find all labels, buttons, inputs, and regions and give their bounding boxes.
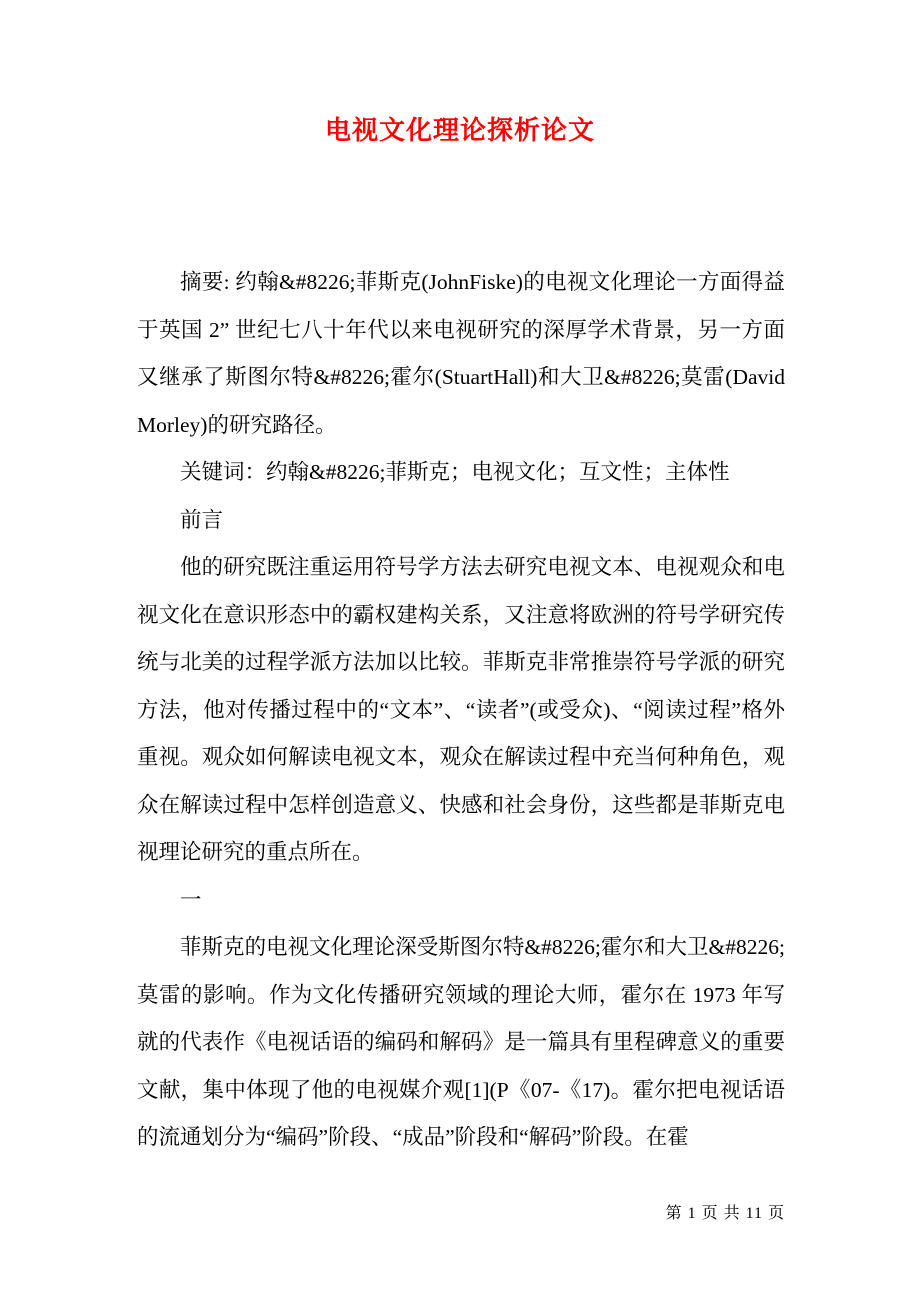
paragraph-foreword-body: 他的研究既注重运用符号学方法去研究电视文本、电视观众和电视文化在意识形态中的霸权建构关系，又注意将欧洲的符号学研究传统与北美的过程学派方法加以比较。菲斯克非常推崇符号学派的研究方法，他对传播过程中的“文本”、“读者”(或受众)、“阅读过程”格外重视。观众如何解读电视文本，观众在解读过程中充当何种角色，观众在解读过程中怎样创造意义、快感和社会身份，这些都是菲斯克电视理论研究的重点所在。 [137, 555, 785, 864]
paragraph-foreword-heading: 前言 [180, 507, 224, 532]
paragraph-section-one-body: 菲斯克的电视文化理论深受斯图尔特&#8226;霍尔和大卫&#8226;莫雷的影响。作为文化传播研究领域的理论大师，霍尔在 1973 年写就的代表作《电视话语的编码和解码》是一篇具有里程碑意义的重要文献，集中体现了他的电视媒介观[1](P《07-《17)。霍尔把电视话语的流通划分为“编码”阶段、“成品”阶段和“解码”阶段。在霍 [137, 935, 785, 1149]
paragraph-abstract: 摘要: 约翰&#8226;菲斯克(JohnFiske)的电视文化理论一方面得益于英国 2” 世纪七八十年代以来电视研究的深厚学术背景，另一方面又继承了斯图尔特&#8226;霍尔(StuartHall)和大卫&#8226;莫雷(DavidMorley)的研究路径。 [137, 270, 785, 437]
document-body [137, 259, 785, 1162]
page-title: 电视文化理论探析论文 [324, 116, 595, 145]
paragraph-keywords: 关键词：约翰&#8226;菲斯克；电视文化；互文性；主体性 [180, 460, 730, 484]
paragraph-section-one-heading: 一 [180, 887, 202, 912]
page-number-indicator: 第 1 页 共 11 页 [665, 1205, 785, 1222]
